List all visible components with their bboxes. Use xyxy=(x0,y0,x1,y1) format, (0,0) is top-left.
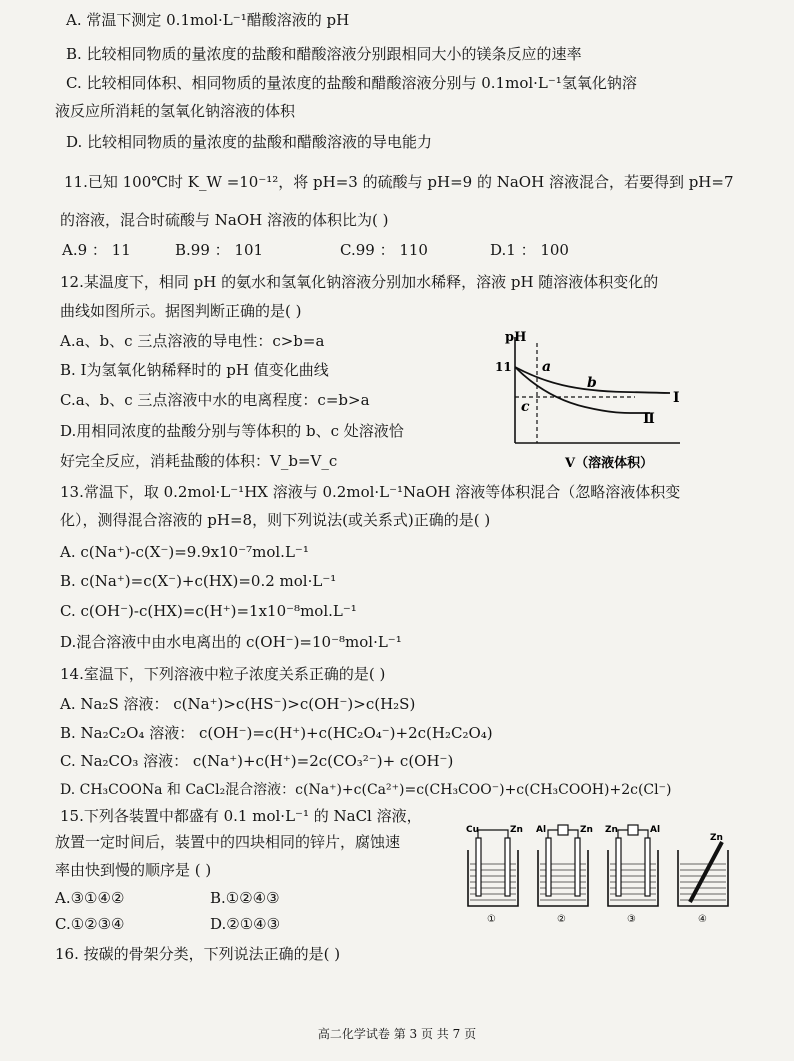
q10-option-c-cont: 液反应所消耗的氢氧化钠溶液的体积 xyxy=(55,102,296,120)
curve-ii-label: Ⅱ xyxy=(643,411,655,427)
q11-option-b: B.99 ： 101 xyxy=(175,241,264,259)
beaker-4 xyxy=(678,833,728,925)
b1-number: ① xyxy=(487,914,496,925)
b1-right-label: Zn xyxy=(510,825,523,835)
point-b-label: b xyxy=(587,375,597,391)
q12-option-b: B. Ⅰ为氢氧化钠稀释时的 pH 值变化曲线 xyxy=(60,361,329,379)
b3-right-label: Al xyxy=(650,825,661,835)
q12-option-d: D.用相同浓度的盐酸分别与等体积的 b、c 处溶液恰 xyxy=(60,422,404,440)
y-axis-label: pH xyxy=(505,330,527,345)
q13-stem-cont: 化），测得混合溶液的 pH=8，则下列说法(或关系式)正确的是( ) xyxy=(60,511,491,529)
q10-option-b: B. 比较相同物质的量浓度的盐酸和醋酸溶液分别跟相同大小的镁条反应的速率 xyxy=(66,45,582,63)
q15-option-d: D.②①④③ xyxy=(210,915,281,933)
q10-option-d: D. 比较相同物质的量浓度的盐酸和醋酸溶液的导电能力 xyxy=(66,133,433,151)
b2-number: ② xyxy=(557,914,566,925)
q11-stem-cont: 的溶液，混合时硫酸与 NaOH 溶液的体积比为( ) xyxy=(60,211,389,229)
beaker-2 xyxy=(536,825,593,925)
q15-option-b: B.①②④③ xyxy=(210,889,280,907)
b3-left-label: Zn xyxy=(605,825,618,835)
q11-option-a: A.9 ： 11 xyxy=(62,241,131,259)
q11-stem: 11.已知 100℃时 K_W =10⁻¹²，将 pH=3 的硫酸与 pH=9 的 NaOH 溶液混合，若要得到 pH=7 xyxy=(64,173,734,191)
b2-left-label: Al xyxy=(536,825,547,835)
q12-option-a: A.a、b、c 三点溶液的导电性：c>b=a xyxy=(60,332,325,350)
curve-i-label: Ⅰ xyxy=(673,390,680,406)
q14-stem: 14.室温下，下列溶液中粒子浓度关系正确的是( ) xyxy=(60,665,386,683)
y-tick-11: 11 xyxy=(495,360,512,374)
beaker-1 xyxy=(466,825,523,925)
q12-stem: 12.某温度下，相同 pH 的氨水和氢氧化钠溶液分别加水稀释，溶液 pH 随溶液体积变化的 xyxy=(60,273,659,291)
q15-option-a: A.③①④② xyxy=(55,889,125,907)
page-footer: 高二化学试卷 第 3 页 共 7 页 xyxy=(317,1027,477,1041)
q10-option-a: A. 常温下测定 0.1mol·L⁻¹醋酸溶液的 pH xyxy=(66,11,350,29)
q12-option-d-cont: 好完全反应，消耗盐酸的体积：V_b=V_c xyxy=(60,452,338,470)
point-a-label: a xyxy=(542,359,552,375)
q15-option-c: C.①②③④ xyxy=(55,915,125,933)
point-c-label: c xyxy=(521,399,530,415)
q12-stem-cont: 曲线如图所示。据图判断正确的是( ) xyxy=(60,302,302,320)
q12-option-c: C.a、b、c 三点溶液中水的电离程度：c=b>a xyxy=(60,391,370,409)
q14-option-a: A. Na₂S 溶液： c(Na⁺)>c(HS⁻)>c(OH⁻)>c(H₂S) xyxy=(60,695,416,713)
x-axis-label: V（溶液体积） xyxy=(565,456,654,471)
b4-number: ④ xyxy=(698,914,707,925)
q12-ph-figure xyxy=(475,325,690,475)
q13-option-d: D.混合溶液中由水电离出的 c(OH⁻)=10⁻⁸mol·L⁻¹ xyxy=(60,633,402,651)
b3-number: ③ xyxy=(627,914,636,925)
battery-icon xyxy=(628,825,638,835)
q14-option-d: D. CH₃COONa 和 CaCl₂混合溶液：c(Na⁺)+c(Ca²⁺)=c(CH₃COO⁻)+c(CH₃COOH)+2c(Cl⁻) xyxy=(60,782,672,798)
q10-option-c: C. 比较相同体积、相同物质的量浓度的盐酸和醋酸溶液分别与 0.1mol·L⁻¹氢氧化钠溶 xyxy=(66,74,637,92)
b4-label: Zn xyxy=(710,833,723,843)
q13-option-b: B. c(Na⁺)=c(X⁻)+c(HX)=0.2 mol·L⁻¹ xyxy=(60,572,337,590)
q11-option-d: D.1 ： 100 xyxy=(490,241,569,259)
q13-option-a: A. c(Na⁺)-c(X⁻)=9.9x10⁻⁷mol.L⁻¹ xyxy=(60,543,309,561)
q15-beakers-figure xyxy=(460,818,740,928)
q15-stem: 15.下列各装置中都盛有 0.1 mol·L⁻¹ 的 NaCl 溶液， xyxy=(60,807,422,825)
q15-stem-cont: 放置一定时间后，装置中的四块相同的锌片，腐蚀速 xyxy=(55,833,401,851)
curve-ii xyxy=(515,367,650,413)
q16-stem: 16. 按碳的骨架分类，下列说法正确的是( ) xyxy=(55,945,341,963)
q13-stem: 13.常温下，取 0.2mol·L⁻¹HX 溶液与 0.2mol·L⁻¹NaOH 溶液等体积混合（忽略溶液体积变 xyxy=(60,483,681,501)
battery-icon xyxy=(558,825,568,835)
q11-option-c: C.99 ： 110 xyxy=(340,241,428,259)
q14-option-b: B. Na₂C₂O₄ 溶液： c(OH⁻)=c(H⁺)+c(HC₂O₄⁻)+2c(H₂C₂O₄) xyxy=(60,724,493,742)
b2-right-label: Zn xyxy=(580,825,593,835)
beaker-3 xyxy=(605,825,660,925)
q14-option-c: C. Na₂CO₃ 溶液： c(Na⁺)+c(H⁺)=2c(CO₃²⁻)+ c(OH⁻) xyxy=(60,752,454,770)
q15-stem-cont2: 率由快到慢的顺序是 ( ) xyxy=(55,861,212,879)
q13-option-c: C. c(OH⁻)-c(HX)=c(H⁺)=1x10⁻⁸mol.L⁻¹ xyxy=(60,602,357,620)
b1-left-label: Cu xyxy=(466,825,480,835)
